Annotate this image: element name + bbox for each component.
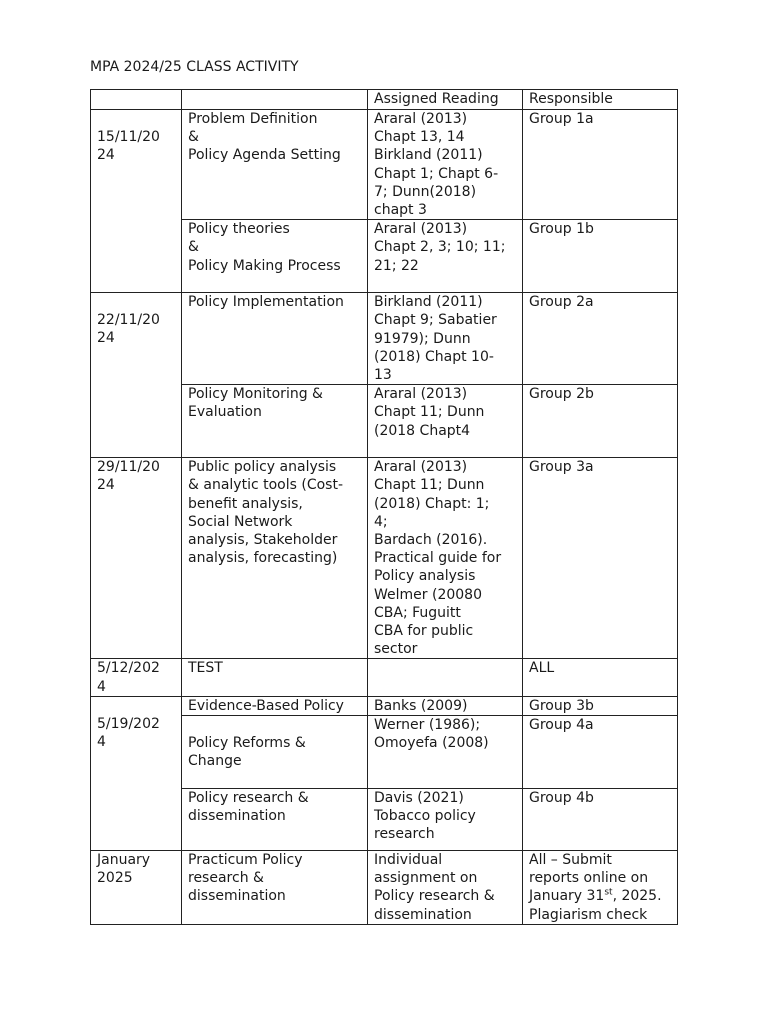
- responsible-cell: [523, 851, 678, 925]
- date-cell: 15/11/20 24: [91, 110, 182, 293]
- date-cell: 5/12/202 4: [91, 659, 182, 696]
- topic-cell: Policy research & dissemination: [182, 789, 368, 851]
- reading-cell: Davis (2021) Tobacco policy research: [368, 789, 523, 851]
- topic-cell: Policy theories & Policy Making Process: [182, 220, 368, 293]
- reading-cell: Birkland (2011) Chapt 9; Sabatier 91979); Dunn (2018) Chapt 10- 13: [368, 293, 523, 385]
- topic-cell: Policy Implementation: [182, 293, 368, 385]
- responsible-text: , 2025. Plagiarism check: [529, 888, 662, 923]
- reading-cell: Araral (2013) Chapt 2, 3; 10; 11; 21; 22: [368, 220, 523, 293]
- topic-cell: TEST: [182, 659, 368, 696]
- topic-cell: Practicum Policy research & dissemination: [182, 851, 368, 925]
- header-responsible-cell: Responsible: [523, 90, 678, 110]
- date-cell: 22/11/20 24: [91, 293, 182, 458]
- ordinal-suffix: st: [604, 887, 613, 898]
- table-header-row: [91, 90, 678, 110]
- responsible-cell: Group 4b: [523, 789, 678, 851]
- responsible-cell: Group 3a: [523, 458, 678, 659]
- table-row: [91, 458, 678, 659]
- table-row: [91, 851, 678, 925]
- reading-cell: Individual assignment on Policy research & dissemination: [368, 851, 523, 925]
- reading-cell: [368, 659, 523, 696]
- header-date-cell: [91, 90, 182, 110]
- date-cell: 29/11/20 24: [91, 458, 182, 659]
- header-reading-cell: Assigned Reading: [368, 90, 523, 110]
- reading-cell: Araral (2013) Chapt 11; Dunn (2018) Chapt: 1; 4; Bardach (2016). Practical guide for Policy analysis Welmer (20080 CBA; Fuguitt CBA for public sector: [368, 458, 523, 659]
- responsible-cell: Group 1a: [523, 110, 678, 220]
- reading-cell: Banks (2009): [368, 696, 523, 715]
- header-topic-cell: [182, 90, 368, 110]
- topic-cell: Policy Monitoring & Evaluation: [182, 385, 368, 458]
- responsible-cell: Group 4a: [523, 716, 678, 789]
- responsible-cell: ALL: [523, 659, 678, 696]
- class-activity-table: [90, 89, 678, 925]
- responsible-cell: Group 2a: [523, 293, 678, 385]
- topic-cell: Policy Reforms & Change: [182, 716, 368, 789]
- topic-cell: Problem Definition & Policy Agenda Setting: [182, 110, 368, 220]
- document-title: MPA 2024/25 CLASS ACTIVITY: [90, 59, 299, 75]
- table-row: [91, 293, 678, 385]
- table-row: [91, 659, 678, 696]
- topic-cell: Public policy analysis & analytic tools (Cost- benefit analysis, Social Network analysis, Stakeholder analysis, forecasting): [182, 458, 368, 659]
- reading-cell: Araral (2013) Chapt 11; Dunn (2018 Chapt4: [368, 385, 523, 458]
- topic-cell: Evidence-Based Policy: [182, 696, 368, 715]
- table-row: [91, 110, 678, 220]
- reading-cell: Araral (2013) Chapt 13, 14 Birkland (2011) Chapt 1; Chapt 6- 7; Dunn(2018) chapt 3: [368, 110, 523, 220]
- responsible-text: All – Submit reports online on January 31: [529, 852, 649, 905]
- date-cell: January 2025: [91, 851, 182, 925]
- responsible-cell: Group 2b: [523, 385, 678, 458]
- reading-cell: Werner (1986); Omoyefa (2008): [368, 716, 523, 789]
- date-cell: 5/19/202 4: [91, 696, 182, 850]
- table-row: [91, 696, 678, 715]
- responsible-cell: Group 1b: [523, 220, 678, 293]
- responsible-cell: Group 3b: [523, 696, 678, 715]
